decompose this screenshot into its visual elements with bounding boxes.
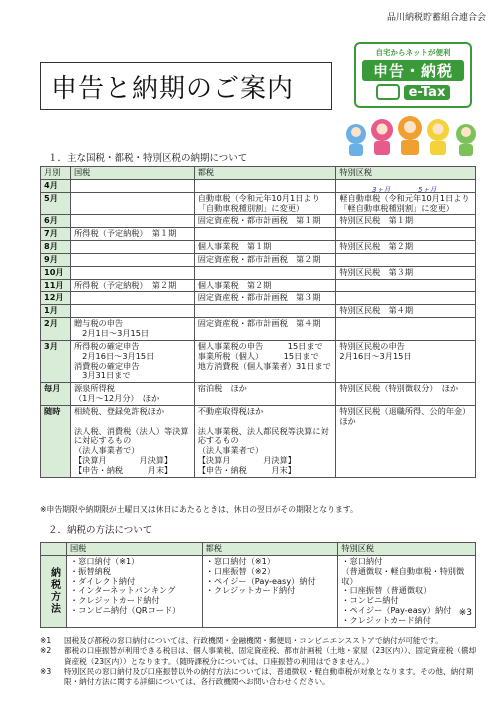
kokuzei-cell: 贈与税の申告 2月1日～3月15日 xyxy=(70,318,194,341)
kuzei-cell: 特別区民税（退職所得、公的年金）ほか xyxy=(336,405,476,477)
section2-title: ２．納税の方法について xyxy=(48,525,153,536)
month-cell: 9月 xyxy=(41,253,71,266)
table-row xyxy=(41,241,476,254)
tozei-cell: 固定資産税・都市計画税 第４期 xyxy=(194,318,336,341)
tozei-cell: 個人事業税 第２期 xyxy=(194,279,336,292)
kuzei-cell: 特別区民税 第１期 xyxy=(336,215,476,228)
table-row xyxy=(41,292,476,305)
kokuzei-cell xyxy=(70,215,194,228)
kuzei-cell xyxy=(336,318,476,341)
handwritten-note-b: 5ヶ月 xyxy=(418,186,437,194)
kokuzei-cell: 源泉所得税 （1月～12月分） ほか xyxy=(70,383,194,406)
header-blank xyxy=(41,543,67,556)
footnote-key: ※2 xyxy=(40,646,52,656)
deadline-note: ※申告期限や納期限が土曜日又は休日にあたるときは、休日の翌日がその期限となります。 xyxy=(40,505,358,514)
header-kokuzei: 国税 xyxy=(70,167,194,180)
kuzei-cell: 特別区民税 第３期 xyxy=(336,266,476,279)
table-row xyxy=(41,555,476,627)
tax-schedule-table xyxy=(40,166,476,478)
table-row xyxy=(41,383,476,406)
kokuzei-cell: 所得税（予定納税） 第１期 xyxy=(70,228,194,241)
kuzei-cell: 特別区民税 第２期 xyxy=(336,241,476,254)
kuzei-cell xyxy=(336,253,476,266)
monitor-icon xyxy=(376,84,400,100)
kuzei-cell xyxy=(336,279,476,292)
month-cell: 1月 xyxy=(41,305,71,318)
kokuzei-cell xyxy=(70,241,194,254)
kuzei-cell xyxy=(336,292,476,305)
tozei-cell: 固定資産税・都市計画税 第１期 xyxy=(194,215,336,228)
kuzei-cell: 軽自動車税（令和元年10月1日より「軽自動車税種別割」に変更） xyxy=(336,192,476,215)
kokuzei-cell xyxy=(70,305,194,318)
header-kokuzei: 国税 xyxy=(66,543,202,556)
kokuzei-cell: 相続税、登録免許税ほか 法人税、消費税（法人）等決算に対応するもの （法人事業者で） 【決算月 月決算】 【申告・納税 月末】 xyxy=(70,405,194,477)
table-row xyxy=(41,253,476,266)
kuzei-methods xyxy=(338,555,476,627)
etax-logo xyxy=(356,84,470,100)
footnote xyxy=(40,667,480,688)
month-cell: 6月 xyxy=(41,215,71,228)
kokuzei-cell xyxy=(70,292,194,305)
section1-title: １．主な国税・都税・特別区税の納期について xyxy=(48,153,248,164)
footnote-text: 国税及び都税の窓口納付については、行政機関・金融機関・郵便局・コンビニエンスストアで納付が可能です。 xyxy=(64,636,443,645)
kokuzei-cell xyxy=(70,179,194,192)
table-row xyxy=(41,340,476,382)
month-cell: 随時 xyxy=(41,405,71,477)
table-row xyxy=(41,192,476,215)
month-cell: 2月 xyxy=(41,318,71,341)
month-cell: 11月 xyxy=(41,279,71,292)
tozei-cell xyxy=(194,179,336,192)
tozei-cell: 個人事業税 第１期 xyxy=(194,241,336,254)
tozei-cell xyxy=(194,266,336,279)
table-header-row xyxy=(41,167,476,180)
month-cell: 毎月 xyxy=(41,383,71,406)
header-month: 月別 xyxy=(41,167,71,180)
table-header-row xyxy=(41,543,476,556)
tozei-cell: 宿泊税 ほか xyxy=(194,383,336,406)
footnote-text: 特別区民の窓口納付及び口座振替以外の納付方法については、普通徴収・軽自動車税が対象となります。その他、納付期限・納付方法に関する詳細については、各行政機関へお問い合わせください。 xyxy=(64,666,474,686)
month-cell: 3月 xyxy=(41,340,71,382)
table-row xyxy=(41,266,476,279)
table-row xyxy=(41,179,476,192)
footnotes xyxy=(40,636,480,687)
mascot-characters-illustration xyxy=(342,112,486,160)
kokuzei-methods: ・窓口納付（※1） ・振替納税 ・ダイレクト納付 ・インターネットバンキング ・クレジットカード納付 ・コンビニ納付（QRコード） xyxy=(66,555,202,627)
header-tozei: 都税 xyxy=(202,543,338,556)
kuzei-cell xyxy=(336,179,476,192)
kuzei-footnote-mark: ※3 xyxy=(458,607,472,618)
month-cell: 12月 xyxy=(41,292,71,305)
footnote-text: 都税の口座振替が利用できる税目は、個人事業税、固定資産税、都市計画税（土地・家屋（23区内））、固定資産税（償却資産税（23区内））となります。（随時課税分については、口座振替の利用はできません。） xyxy=(64,646,477,666)
handwritten-note-a: 3ヶ月 xyxy=(372,186,391,194)
kuzei-cell xyxy=(336,228,476,241)
kokuzei-cell xyxy=(70,253,194,266)
payment-methods-table xyxy=(40,542,476,628)
month-cell: 10月 xyxy=(41,266,71,279)
etax-tagline: 自宅からネットが便利 xyxy=(375,48,451,57)
header-tozei: 都税 xyxy=(194,167,336,180)
table-row xyxy=(41,279,476,292)
kuzei-cell: 特別区民税の申告 2月16日～3月15日 xyxy=(336,340,476,382)
payment-methods-label: 納税方法 xyxy=(41,555,67,627)
etax-main-label: 申告・納税 xyxy=(362,60,464,81)
etax-badge xyxy=(354,42,472,108)
footnote xyxy=(40,636,480,646)
kokuzei-cell xyxy=(70,192,194,215)
tozei-methods: ・窓口納付（※1） ・口座振替（※2） ・ペイジー（Pay-easy）納付 ・クレジットカード納付 xyxy=(202,555,338,627)
month-cell: 8月 xyxy=(41,241,71,254)
month-cell: 4月 xyxy=(41,179,71,192)
kuzei-cell: 特別区民税 第４期 xyxy=(336,305,476,318)
tozei-cell: 自動車税（令和元年10月1日より「自動車税種別割」に変更） xyxy=(194,192,336,215)
tozei-cell xyxy=(194,305,336,318)
month-cell: 5月 xyxy=(41,192,71,215)
kuzei-methods-text: ・窓口納付 （普通徴収・軽自動車税・特別徴収） ・口座振替（普通徴収） ・コンビニ納付 ・ペイジー（Pay-easy）納付 ・クレジットカード納付 xyxy=(341,555,465,625)
kuzei-cell: 特別区民税（特別徴収分） ほか xyxy=(336,383,476,406)
table-row xyxy=(41,405,476,477)
header-kuzei: 特別区税 xyxy=(338,543,476,556)
table-row xyxy=(41,318,476,341)
footnote-key: ※1 xyxy=(40,636,52,645)
table-row xyxy=(41,228,476,241)
header-kuzei: 特別区税 xyxy=(336,167,476,180)
table-row xyxy=(41,305,476,318)
tozei-cell: 不動産取得税ほか 法人事業税、法人都民税等決算に対応するもの （法人事業者で） 【決算月 月決算】 【申告・納税 月末】 xyxy=(194,405,336,477)
month-cell: 7月 xyxy=(41,228,71,241)
tozei-cell: 固定資産税・都市計画税 第３期 xyxy=(194,292,336,305)
page-title: 申告と納期のご案内 xyxy=(40,62,332,110)
kokuzei-cell xyxy=(70,266,194,279)
tozei-cell: 個人事業税の申告 15日まで 事業所税（個人） 15日まで 地方消費税（個人事業者）31日まで xyxy=(194,340,336,382)
tozei-cell: 固定資産税・都市計画税 第２期 xyxy=(194,253,336,266)
table-row xyxy=(41,215,476,228)
footnote xyxy=(40,646,480,667)
footnote-key: ※3 xyxy=(40,666,52,676)
etax-logo-text: e-Tax xyxy=(404,85,451,100)
tozei-cell xyxy=(194,228,336,241)
kokuzei-cell: 所得税の確定申告 2月16日～3月15日 消費税の確定申告 3月31日まで xyxy=(70,340,194,382)
kokuzei-cell: 所得税（予定納税） 第２期 xyxy=(70,279,194,292)
organization-name: 品川納税貯蓄組合連合会 xyxy=(386,13,486,23)
